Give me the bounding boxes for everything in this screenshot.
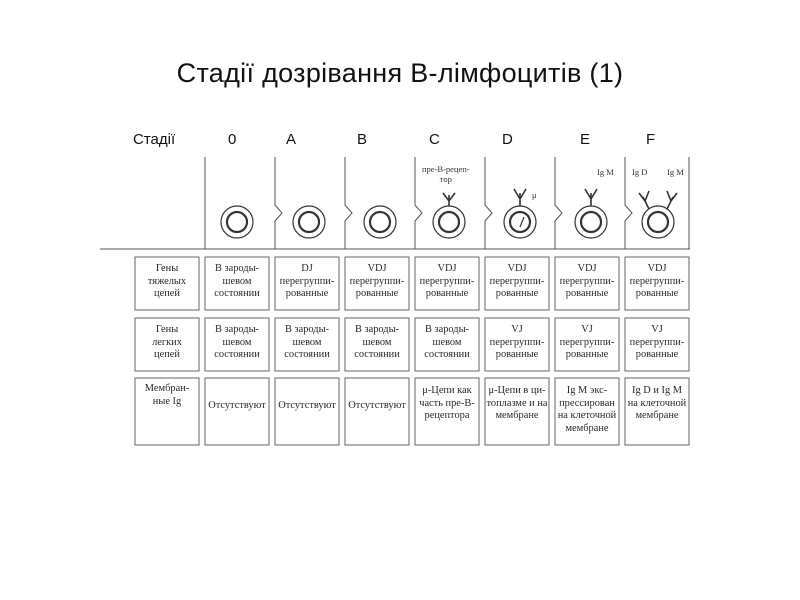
mu-chain-label: μ [532, 190, 537, 200]
igm-label-e: Ig M [597, 167, 614, 177]
cell-membrane-e: Ig M экс- прессирован на клеточной мембране [557, 385, 617, 434]
cell-membrane-c: μ-Цепи как часть пре-В- рецептора [419, 385, 475, 421]
cell-icon-c [433, 193, 465, 238]
stages-label: Стадії [133, 131, 176, 148]
slide-title: Стадії дозрівання В-лімфоцитів (1) [176, 58, 624, 88]
row-header-membrane-ig: Мембран- ные Ig [144, 383, 190, 407]
cell-membrane-a: Отсутствуют [278, 400, 336, 411]
stage-label-e: E [580, 131, 591, 148]
cell-light-a: В зароды- шевом состоянии [284, 324, 330, 360]
cell-membrane-f: Ig D и Ig M на клеточной мембране [627, 385, 687, 421]
cell-heavy-e: VDJ перегруппи- рованные [559, 263, 615, 299]
row-header-heavy-chains: Гены тяжелых цепей [147, 263, 187, 299]
row-header-light-chains: Гены легких цепей [152, 324, 182, 360]
stage-label-c: C [429, 131, 440, 148]
cell-icon-b [364, 206, 396, 238]
cell-heavy-0: В зароды- шевом состоянии [214, 263, 260, 299]
cell-light-0: В зароды- шевом состоянии [214, 324, 260, 360]
cell-icon-f [639, 191, 677, 238]
stage-label-d: D [502, 131, 513, 148]
cell-heavy-a: DJ перегруппи- рованные [279, 263, 335, 299]
igd-label-f: Ig D [632, 167, 648, 177]
pre-b-receptor-label: пре-В-рецеп- тор [422, 164, 470, 184]
cell-heavy-f: VDJ перегруппи- рованные [629, 263, 685, 299]
stage-label-b: B [357, 131, 368, 148]
cell-icon-0 [221, 206, 253, 238]
cell-membrane-b: Отсутствуют [348, 400, 406, 411]
cell-membrane-0: Отсутствуют [208, 400, 266, 411]
b-cell-maturation-figure [100, 157, 690, 455]
stage-label-f: F [646, 131, 656, 148]
stage-label-0: 0 [228, 131, 237, 148]
cell-light-f: VJ перегруппи- рованные [629, 324, 685, 360]
cell-light-c: В зароды- шевом состоянии [424, 324, 470, 360]
cell-light-d: VJ перегруппи- рованные [489, 324, 545, 360]
cell-light-b: В зароды- шевом состоянии [354, 324, 400, 360]
cell-membrane-d: μ-Цепи в ци- топлазме и на мембране [486, 385, 548, 421]
stage-label-a: A [286, 131, 297, 148]
cell-heavy-c: VDJ перегруппи- рованные [419, 263, 475, 299]
cell-heavy-b: VDJ перегруппи- рованные [349, 263, 405, 299]
cell-heavy-d: VDJ перегруппи- рованные [489, 263, 545, 299]
igm-label-f: Ig M [667, 167, 684, 177]
cell-light-e: VJ перегруппи- рованные [559, 324, 615, 360]
cell-icon-e [575, 189, 607, 238]
cell-icon-a [293, 206, 325, 238]
